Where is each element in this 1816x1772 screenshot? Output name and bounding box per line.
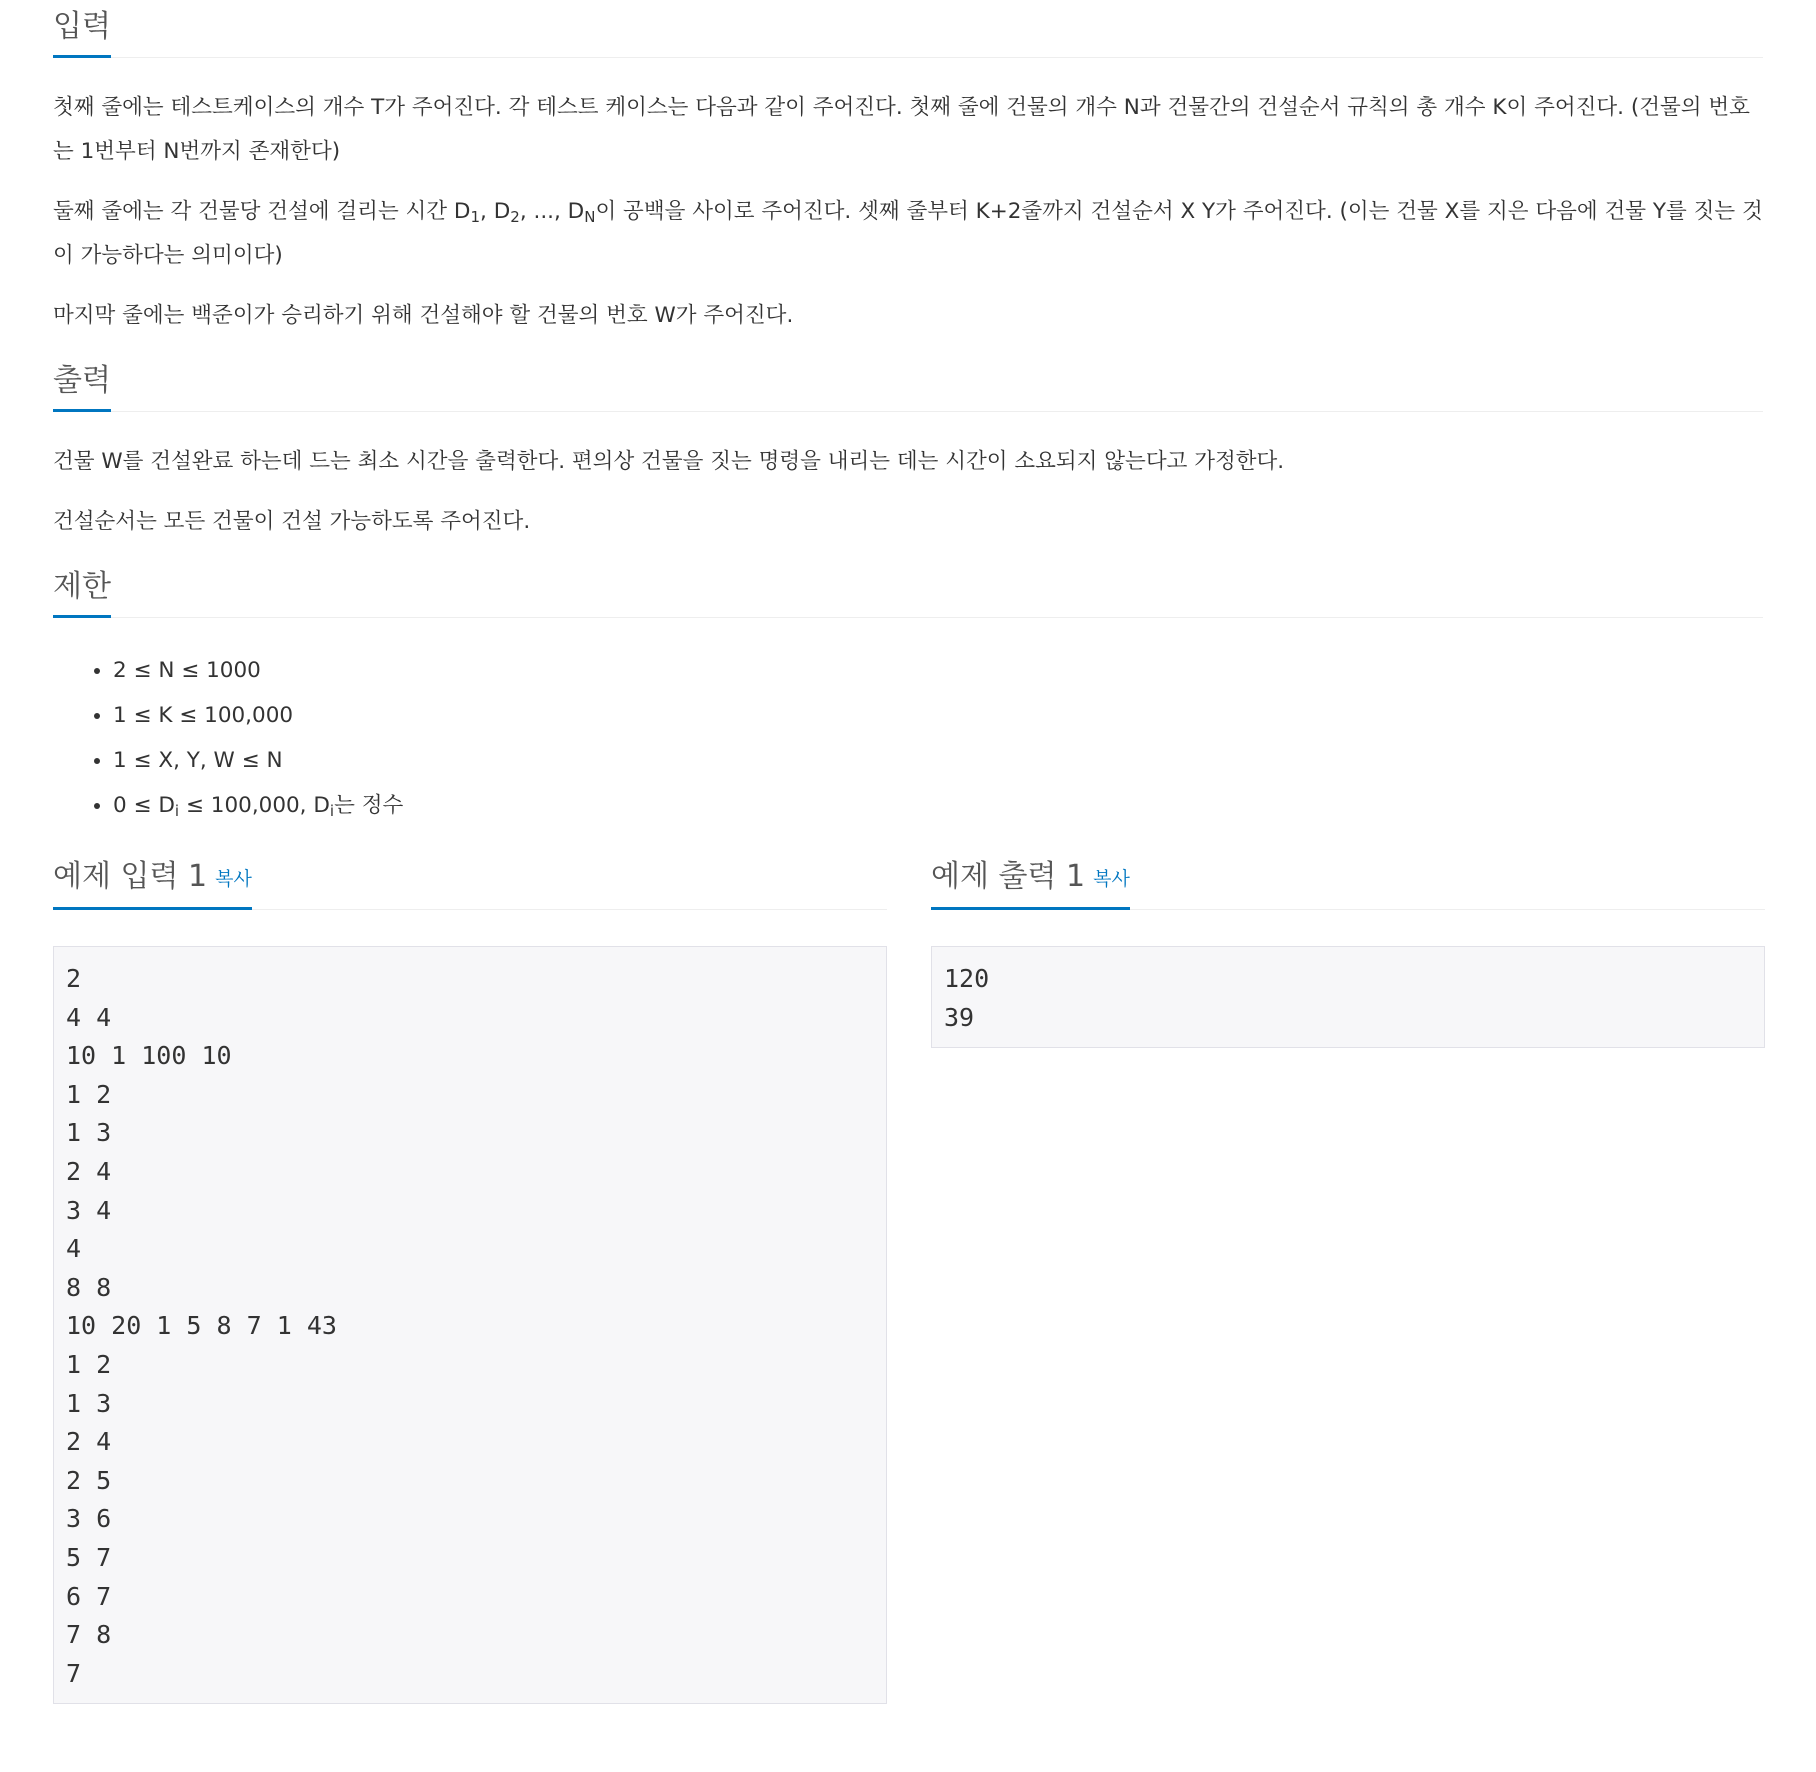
limit-text-a: 0 ≤ D (113, 793, 175, 818)
problem-content (53, 0, 1763, 1712)
limits-list (53, 648, 1763, 828)
input-p2-text-c: , ..., D (519, 199, 585, 224)
subscript-2: 2 (510, 208, 520, 226)
input-p2-text-a: 둘째 줄에는 각 건물당 건설에 걸리는 시간 D (53, 199, 471, 224)
output-paragraph-1: 건물 W를 건설완료 하는데 드는 최소 시간을 출력한다. 편의상 건물을 짓는 명령을 내리는 데는 시간이 소요되지 않는다고 가정한다. (53, 449, 1285, 474)
input-p2-text-b: , D (480, 199, 511, 224)
input-paragraph-2 (53, 190, 1763, 278)
sample-input-headline (53, 852, 887, 910)
sample-output-headline (931, 852, 1765, 910)
limit-text-b: ≤ 100,000, D (179, 793, 330, 818)
copy-output-button[interactable]: 복사 (1093, 868, 1130, 890)
limits-section-title: 제한 (53, 559, 111, 618)
subscript-n: N (584, 208, 596, 226)
sample-output-title (931, 849, 1130, 910)
input-paragraph-1: 첫째 줄에는 테스트케이스의 개수 T가 주어진다. 각 테스트 케이스는 다음과 같이 주어진다. 첫째 줄에 건물의 개수 N과 건물간의 건설순서 규칙의 총 개수 K이 주어진다. (건물의 번호는 1번부터 N번까지 존재한다) (53, 95, 1750, 164)
limit-item (113, 783, 1763, 828)
sample-input-title-text: 예제 입력 1 (53, 859, 208, 894)
samples-row (53, 852, 1763, 1712)
input-section-title: 입력 (53, 0, 111, 58)
sample-input-column (53, 852, 887, 1704)
sample-output-title-text: 예제 출력 1 (931, 859, 1086, 894)
output-section-title: 출력 (53, 353, 111, 412)
limit-item: • 1 ≤ X, Y, W ≤ N (113, 738, 1763, 783)
limits-headline (53, 560, 1763, 618)
input-paragraph-3: 마지막 줄에는 백준이가 승리하기 위해 건설해야 할 건물의 번호 W가 주어진다. (53, 303, 794, 328)
input-section (53, 0, 1763, 338)
limit-item: • 2 ≤ N ≤ 1000 (113, 648, 1763, 693)
output-headline (53, 354, 1763, 412)
copy-input-button[interactable]: 복사 (215, 868, 252, 890)
input-p2-text-d: 이 공백을 사이로 주어진다. 셋째 줄부터 K+2줄까지 건설순서 X Y가 주어진다. (이는 건물 X를 지은 다음에 건물 Y를 짓는 것이 가능하다는 의미이다) (53, 199, 1763, 268)
subscript-i: i (174, 802, 180, 820)
limit-item: • 1 ≤ K ≤ 100,000 (113, 693, 1763, 738)
limit-text-c: 는 정수 (334, 793, 404, 818)
sample-output-box: 120 39 (931, 946, 1765, 1048)
output-paragraph-2: 건설순서는 모든 건물이 건설 가능하도록 주어진다. (53, 509, 531, 534)
sample-input-box: 2 4 4 10 1 100 10 1 2 1 3 2 4 3 4 4 8 8 10 20 1 5 8 7 1 43 1 2 1 3 2 4 2 5 3 6 5 7 6 7 7 8 7 (53, 946, 887, 1704)
output-section (53, 354, 1763, 544)
subscript-i: i (329, 802, 335, 820)
sample-input-title (53, 849, 252, 910)
subscript-1: 1 (470, 208, 481, 226)
limits-section (53, 560, 1763, 828)
sample-output-column (931, 852, 1765, 1048)
input-headline (53, 0, 1763, 58)
